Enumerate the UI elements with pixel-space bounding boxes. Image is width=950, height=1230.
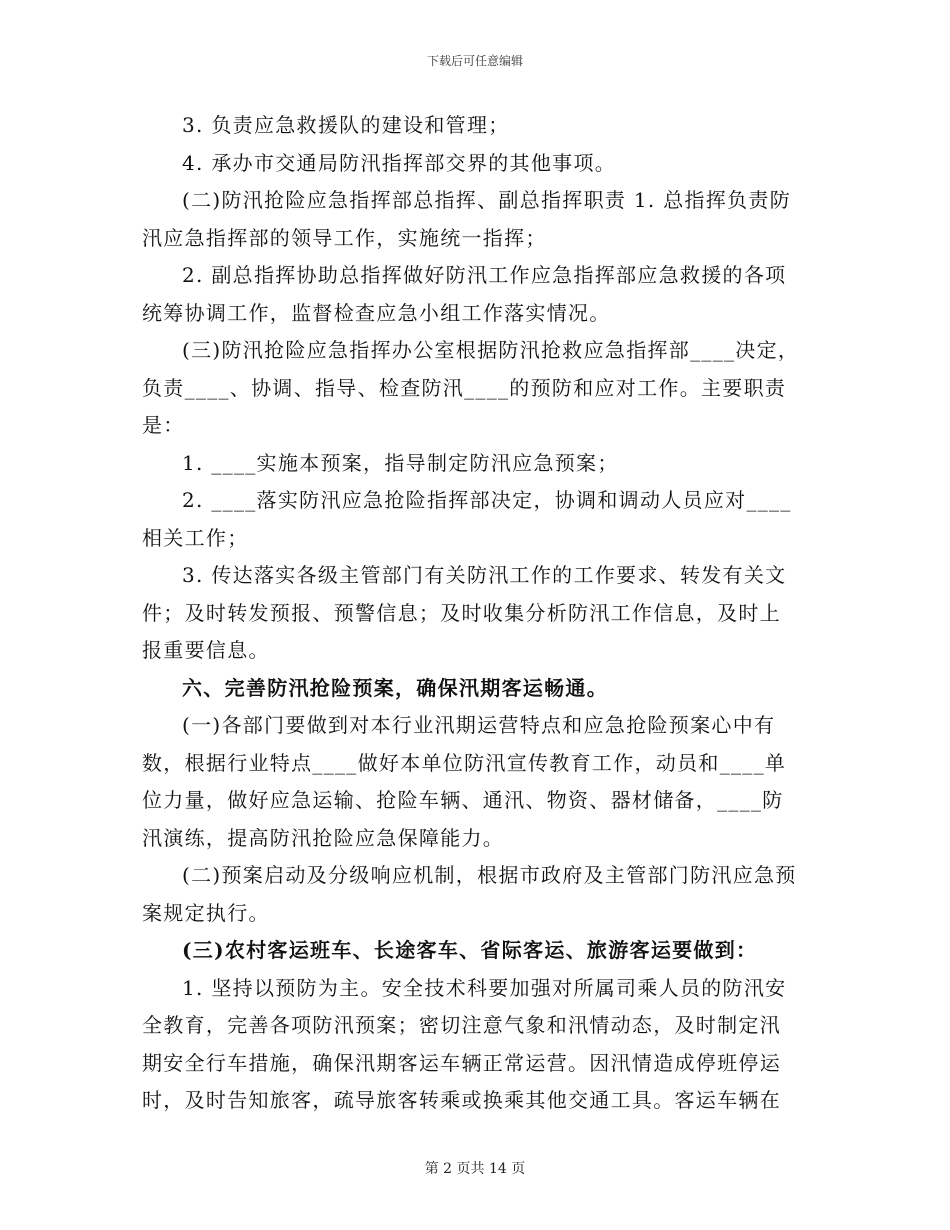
paragraph-3: (二)防汛抢险应急指挥部总指挥、副总指挥职责 1. 总指挥负责防汛应急指挥部的领导工作，实施统一指挥； xyxy=(142,188,792,250)
page-header: 下载后可任意编辑 xyxy=(426,54,523,68)
section-heading-6: 六、完善防汛抢险预案，确保汛期客运畅通。 xyxy=(182,675,608,700)
paragraph-2: 4. 承办市交通局防汛指挥部交界的其他事项。 xyxy=(182,150,617,175)
paragraph-4: 2. 副总指挥协助总指挥做好防汛工作应急指挥部应急救援的各项统筹协调工作，监督检查应急小组工作落实情况。 xyxy=(142,263,787,325)
paragraph-7: 2. ____落实防汛应急抢险指挥部决定，协调和调动人员应对____相关工作； xyxy=(142,488,792,550)
subsection-heading-3: (三)农村客运班车、长途客车、省际客运、旅游客运要做到： xyxy=(182,938,758,962)
paragraph-1: 3. 负责应急救援队的建设和管理； xyxy=(182,113,510,137)
paragraph-10: (二)预案启动及分级响应机制，根据市政府及主管部门防汛应急预案规定执行。 xyxy=(142,863,797,925)
page-footer: 第 2 页共 14 页 xyxy=(424,1161,526,1177)
paragraph-9: (一)各部门要做到对本行业汛期运营特点和应急抢险预案心中有数，根据行业特点____做好本单位防汛宣传教育工作，动员和____单位力量，做好应急运输、抢险车辆、通汛、物资、器材储备，____防汛演练，提高防汛抢险应急保障能力。 xyxy=(142,713,787,850)
paragraph-8: 3. 传达落实各级主管部门有关防汛工作的工作要求、转发有关文件；及时转发预报、预警信息；及时收集分析防汛工作信息，及时上报重要信息。 xyxy=(142,563,787,662)
document-body xyxy=(142,107,802,1120)
paragraph-6: 1. ____实施本预案，指导制定防汛应急预案； xyxy=(182,450,619,475)
paragraph-5: (三)防汛抢险应急指挥办公室根据防汛抢救应急指挥部____决定，负责____、协调、指导、检查防汛____的预防和应对工作。主要职责是： xyxy=(142,338,800,437)
paragraph-11: 1. 坚持以预防为主。安全技术科要加强对所属司乘人员的防汛安全教育，完善各项防汛预案；密切注意气象和汛情动态，及时制定汛期安全行车措施，确保汛期客运车辆正常运营。因汛情造成停班停运时，及时告知旅客，疏导旅客转乘或换乘其他交通工具。客运车辆在 xyxy=(142,975,787,1112)
